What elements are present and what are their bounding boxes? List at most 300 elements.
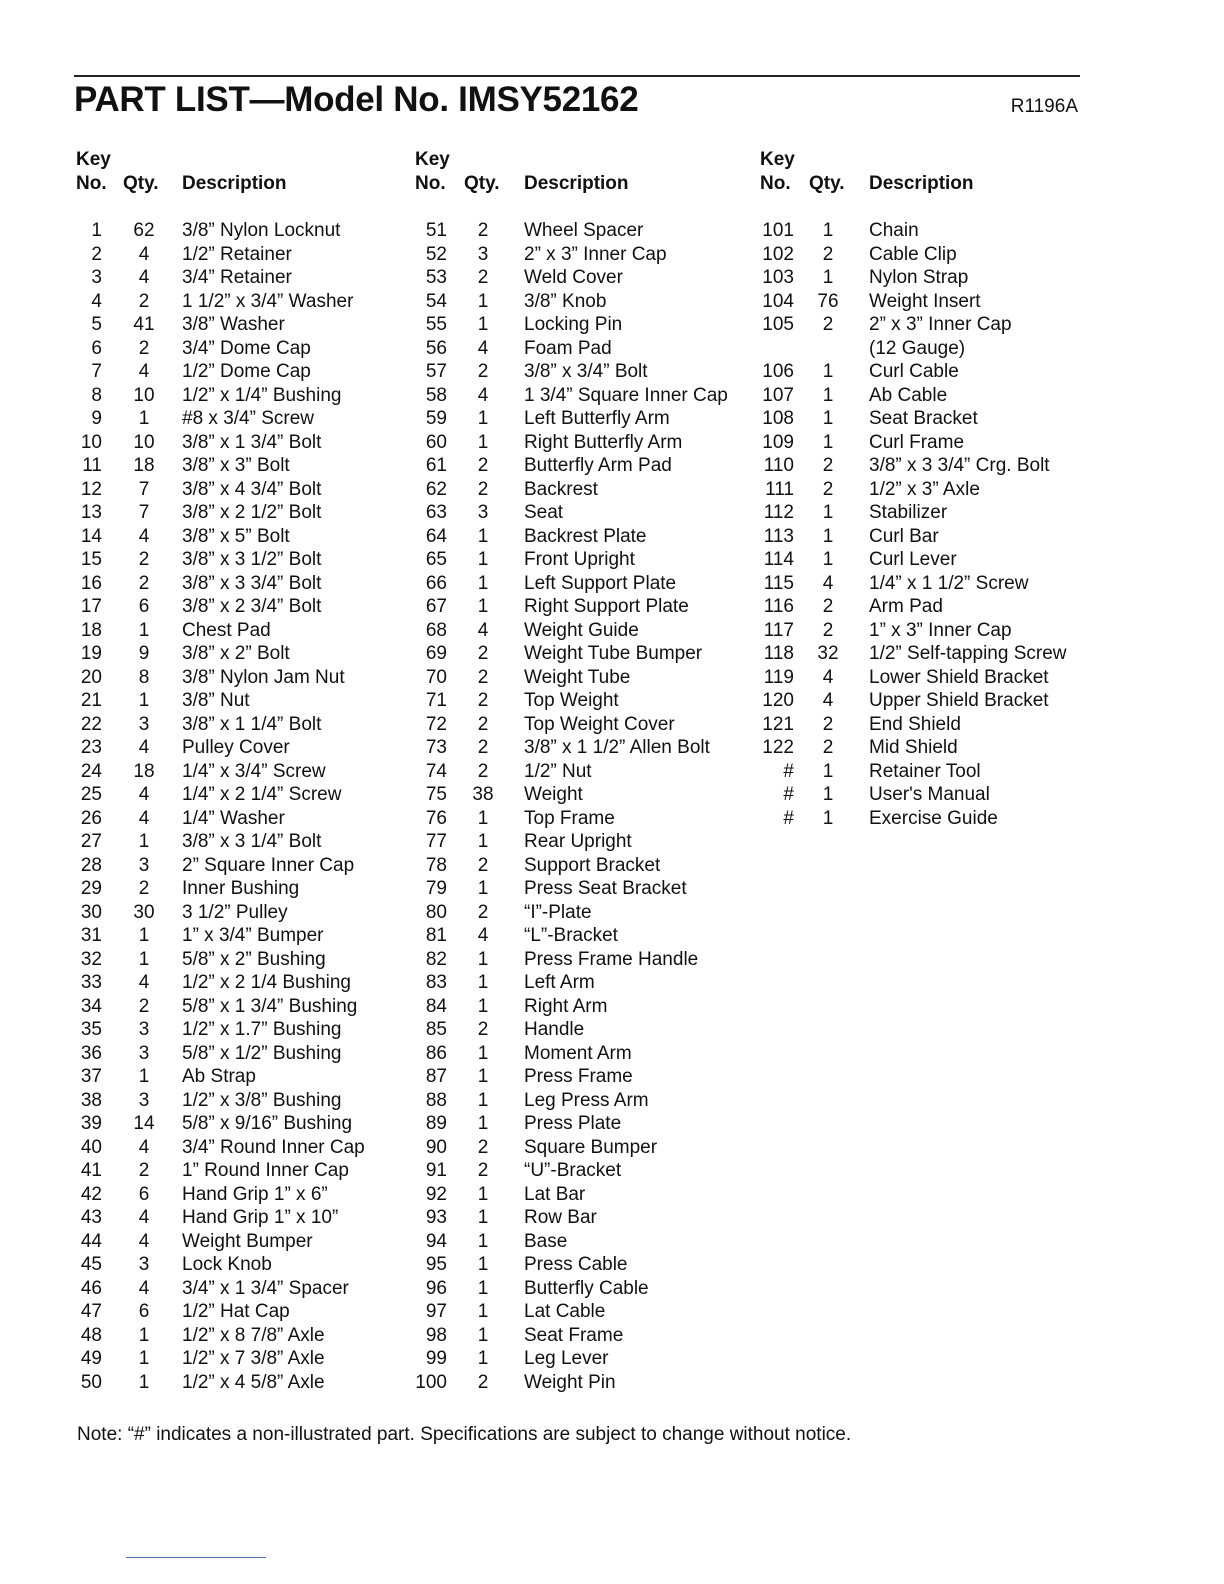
part-key-number: 108 [762,408,794,429]
part-key-number: 49 [80,1348,102,1369]
part-description: 3/8” x 2” Bolt [182,643,290,664]
part-quantity: 3 [138,854,150,876]
part-key-number: 44 [80,1230,102,1252]
part-key-number: 45 [80,1254,102,1275]
part-quantity: 1 [477,1277,489,1299]
part-key-number: 107 [762,384,794,406]
part-description: “U”-Bracket [524,1160,622,1181]
part-key-number: 99 [425,1348,447,1369]
part-description: Square Bumper [524,1136,658,1158]
part-quantity: 1 [477,1230,489,1252]
part-quantity: 1 [477,1324,489,1346]
part-quantity: 4 [138,1277,150,1299]
part-key-number: # [783,784,794,805]
part-key-number: 58 [425,384,447,406]
part-description: Mid Shield [869,737,958,758]
part-key-number: 39 [80,1113,102,1134]
part-quantity: 1 [477,1042,489,1064]
part-quantity: 14 [133,1113,155,1134]
part-key-number: 26 [80,807,102,829]
part-description: Moment Arm [524,1042,632,1064]
part-quantity: 2 [138,995,150,1017]
part-key-number: 52 [425,243,447,265]
part-description: 1/2” Hat Cap [182,1301,290,1322]
part-quantity: 1 [822,384,834,406]
part-description: 1/2” x 8 7/8” Axle [182,1324,325,1346]
part-quantity: 2 [477,666,489,688]
part-key-number: 14 [80,525,102,547]
part-description: Chain [869,220,919,241]
page-title: PART LIST—Model No. IMSY52162 [74,80,639,119]
part-quantity: 1 [477,525,489,547]
part-key-number: 56 [425,337,447,359]
key-header-line1: Key [415,149,450,170]
part-quantity: 3 [138,1042,150,1064]
part-description: 3/8” x 1 1/4” Bolt [182,713,322,735]
part-key-number: 53 [425,267,447,288]
part-key-number: 115 [763,572,794,594]
part-quantity: 2 [477,713,489,735]
part-description: Inner Bushing [182,878,300,899]
key-header-line2: No. [760,173,791,194]
part-description: 3/4” Dome Cap [182,337,311,359]
part-quantity: 1 [822,784,834,805]
qty-header: Qty. [123,173,159,194]
part-quantity: 2 [477,760,489,782]
part-quantity: 1 [477,878,489,899]
part-quantity: 2 [477,1371,489,1393]
part-key-number: 103 [762,267,794,288]
part-key-number: 38 [80,1089,102,1111]
part-quantity: 4 [477,925,489,946]
part-description: 2” Square Inner Cap [182,854,355,876]
part-key-number: 92 [425,1183,447,1205]
part-key-number: 8 [91,384,102,406]
part-quantity: 2 [477,1019,489,1040]
part-key-number: 72 [425,713,447,735]
part-key-number: 100 [415,1371,447,1393]
part-description: 3/4” x 1 3/4” Spacer [182,1277,349,1299]
part-quantity: 1 [477,1183,489,1205]
part-description: Weight Bumper [182,1230,313,1252]
part-key-number: 78 [425,854,447,876]
part-key-number: 105 [762,314,794,335]
part-key-number: 112 [763,502,794,523]
part-quantity: 1 [138,1066,150,1087]
part-key-number: # [783,760,794,782]
part-description: Front Upright [524,549,635,570]
part-description: Weight Guide [524,619,639,641]
key-header-line2: No. [415,173,446,194]
part-key-number: 61 [425,455,447,476]
part-description: 3/8” x 3 1/4” Bolt [182,831,322,852]
part-key-number: 43 [80,1207,102,1228]
part-quantity: 2 [822,713,834,735]
part-description: Foam Pad [524,337,612,359]
part-key-number: 90 [425,1136,447,1158]
key-header-line1: Key [76,149,111,170]
part-description: 3/8” x 4 3/4” Bolt [182,478,322,500]
part-description: 1/2” x 1/4” Bushing [182,384,342,406]
part-quantity: 4 [477,337,489,359]
part-description: Backrest [524,478,598,500]
part-description: “L”-Bracket [524,925,618,946]
part-key-number: 118 [763,643,794,664]
part-quantity: 1 [822,220,834,241]
part-key-number: 31 [80,925,102,946]
part-key-number: 42 [80,1183,102,1205]
part-key-number: 6 [91,337,102,359]
part-description: 2” x 3” Inner Cap [524,243,667,265]
part-description: Curl Frame [869,431,965,453]
part-quantity: 1 [477,1066,489,1087]
part-quantity: 1 [138,948,150,970]
part-key-number: 10 [80,431,102,453]
part-quantity: 4 [477,384,489,406]
part-quantity: 18 [133,760,155,782]
part-quantity: 1 [477,431,489,453]
part-description: Base [524,1230,568,1252]
part-description: Weight Tube [524,666,631,688]
part-key-number: 59 [425,408,447,429]
part-description: 3/8” x 3 3/4” Crg. Bolt [869,455,1050,476]
part-description: Locking Pin [524,314,623,335]
part-quantity: 1 [822,525,834,547]
part-key-number: 62 [425,478,447,500]
part-quantity: 1 [822,408,834,429]
part-quantity: 4 [138,1230,150,1252]
part-description: 3/8” Knob [524,290,607,312]
part-description: 5/8” x 9/16” Bushing [182,1113,353,1134]
description-header: Description [869,173,974,194]
part-quantity: 1 [138,619,150,641]
part-quantity: 1 [138,831,150,852]
part-description: Weight Insert [869,290,981,312]
part-description: Hand Grip 1” x 6” [182,1183,328,1205]
part-quantity: 1 [822,267,834,288]
part-quantity: 4 [822,690,834,711]
part-quantity: 2 [822,596,834,617]
part-description: Row Bar [524,1207,597,1228]
part-description: Backrest Plate [524,525,647,547]
part-key-number: 12 [80,478,102,500]
part-key-number: 81 [425,925,447,946]
top-rule [74,75,1080,77]
part-key-number: 114 [763,549,794,570]
part-quantity: 3 [138,1019,150,1040]
part-description: Arm Pad [869,596,943,617]
part-quantity: 7 [138,478,150,500]
part-description: 1” Round Inner Cap [182,1160,349,1181]
part-description: 1/2” x 7 3/8” Axle [182,1348,325,1369]
part-description: Press Plate [524,1113,622,1134]
part-key-number: 15 [80,549,102,570]
part-description: Right Butterfly Arm [524,431,683,453]
part-quantity: 4 [138,972,150,993]
part-description: Curl Cable [869,361,959,382]
part-key-number: 121 [762,713,794,735]
part-quantity: 3 [138,1254,150,1275]
part-quantity: 3 [138,713,150,735]
part-key-number: 40 [80,1136,102,1158]
part-description: 3/8” x 3” Bolt [182,455,290,476]
part-description: Press Cable [524,1254,628,1275]
part-quantity: 2 [138,549,150,570]
part-description: 1/2” x 4 5/8” Axle [182,1371,325,1393]
part-key-number: 30 [80,901,102,923]
part-key-number: 111 [765,478,794,500]
part-quantity: 2 [138,878,150,899]
part-description: “I”-Plate [524,901,592,923]
part-description: 3/8” Washer [182,314,285,335]
part-description: 1/2” x 1.7” Bushing [182,1019,342,1040]
part-quantity: 4 [822,666,834,688]
part-description: 3/8” x 2 3/4” Bolt [182,596,322,617]
part-key-number: 63 [425,502,447,523]
part-description: 1/2” x 3/8” Bushing [182,1089,342,1111]
part-description: Ab Strap [182,1066,256,1087]
part-key-number: 120 [762,690,794,711]
part-quantity: 1 [477,1301,489,1322]
part-description: Chest Pad [182,619,271,641]
part-description: 1” x 3” Inner Cap [869,619,1012,641]
part-quantity: 1 [477,972,489,993]
footer-rule [126,1557,266,1558]
part-quantity: 2 [477,267,489,288]
part-description: Lat Cable [524,1301,606,1322]
part-description: Right Arm [524,995,608,1017]
part-key-number: 1 [91,220,102,241]
part-description: 3 1/2” Pulley [182,901,288,923]
part-description: Seat Frame [524,1324,624,1346]
part-key-number: 35 [80,1019,102,1040]
part-description: 3/8” x 3 1/2” Bolt [182,549,322,570]
part-quantity: 4 [138,361,150,382]
part-key-number: 110 [763,455,794,476]
part-quantity: 32 [817,643,839,664]
part-key-number: 96 [425,1277,447,1299]
part-description: 1/4” x 1 1/2” Screw [869,572,1029,594]
part-quantity: 2 [138,572,150,594]
part-description: 1/4” x 2 1/4” Screw [182,784,342,805]
part-quantity: 1 [477,572,489,594]
part-quantity: 1 [138,1348,150,1369]
part-description: 3/8” x 5” Bolt [182,525,290,547]
part-quantity: 2 [822,737,834,758]
document-code: R1196A [1010,96,1078,117]
part-description: Support Bracket [524,854,661,876]
part-quantity: 1 [822,760,834,782]
part-key-number: 17 [80,596,102,617]
part-quantity: 41 [133,314,155,335]
part-quantity: 1 [822,502,834,523]
part-key-number: 117 [763,619,794,641]
part-description: 5/8” x 1 3/4” Bushing [182,995,358,1017]
part-description: Handle [524,1019,585,1040]
part-key-number: 93 [425,1207,447,1228]
part-quantity: 2 [477,901,489,923]
part-key-number: 9 [91,408,102,429]
part-key-number: 24 [80,760,102,782]
part-quantity: 1 [138,1324,150,1346]
part-key-number: 57 [425,361,447,382]
part-quantity: 9 [138,643,150,664]
part-key-number: 65 [425,549,447,570]
part-key-number: 68 [425,619,447,641]
qty-header: Qty. [464,173,500,194]
part-description: Top Weight Cover [524,713,675,735]
part-description: Top Weight [524,690,619,711]
part-key-number: 94 [425,1230,447,1252]
part-key-number: 109 [762,431,794,453]
part-description: Top Frame [524,807,615,829]
part-description: Right Support Plate [524,596,689,617]
part-description: 5/8” x 2” Bushing [182,948,326,970]
part-key-number: 41 [80,1160,102,1181]
part-key-number: 29 [80,878,102,899]
part-description: 1/2” Nut [524,760,592,782]
part-quantity: 4 [477,619,489,641]
part-quantity: 1 [477,596,489,617]
part-description: 3/8” Nut [182,690,250,711]
part-quantity: 4 [138,267,150,288]
part-description: Press Seat Bracket [524,878,687,899]
part-key-number: 5 [91,314,102,335]
part-description: 5/8” x 1/2” Bushing [182,1042,342,1064]
part-description: Seat [524,502,564,523]
part-description: 3/8” Nylon Jam Nut [182,666,345,688]
description-header: Description [524,173,629,194]
part-key-number: 101 [762,220,794,241]
part-description: Exercise Guide [869,807,998,829]
part-quantity: 2 [477,643,489,664]
part-key-number: 67 [425,596,447,617]
part-key-number: 77 [425,831,447,852]
part-key-number: 4 [91,290,102,312]
part-description: Ab Cable [869,384,948,406]
part-description: Weld Cover [524,267,623,288]
part-quantity: 2 [477,361,489,382]
part-description: User's Manual [869,784,990,805]
part-quantity: 3 [477,243,489,265]
part-quantity: 1 [477,1089,489,1111]
part-description: Pulley Cover [182,737,290,758]
part-description: Cable Clip [869,243,957,265]
part-quantity: 2 [138,337,150,359]
part-key-number: 113 [763,525,794,547]
part-quantity: 2 [477,220,489,241]
part-key-number: 122 [762,737,794,758]
part-quantity: 1 [477,408,489,429]
part-key-number: 47 [80,1301,102,1322]
description-header: Description [182,173,287,194]
footnote: Note: “#” indicates a non-illustrated part. Specifications are subject to change without notice. [77,1424,852,1445]
part-description: 3/8” x 1 3/4” Bolt [182,431,322,453]
part-quantity: 1 [138,925,150,946]
part-quantity: 38 [472,784,494,805]
part-key-number: 19 [80,643,102,664]
part-key-number: 69 [425,643,447,664]
part-description: 1” x 3/4” Bumper [182,925,324,946]
part-key-number: 20 [80,666,102,688]
part-quantity: 7 [138,502,150,523]
part-key-number: 3 [91,267,102,288]
part-quantity: 2 [477,455,489,476]
part-key-number: 33 [80,972,102,993]
part-description: Weight Tube Bumper [524,643,703,664]
part-key-number: 89 [425,1113,447,1134]
part-description: 1/2” x 3” Axle [869,478,980,500]
part-key-number: 85 [425,1019,447,1040]
part-quantity: 2 [822,243,834,265]
part-description: (12 Gauge) [869,337,966,359]
part-quantity: 18 [133,455,155,476]
part-key-number: 106 [762,361,794,382]
part-quantity: 1 [822,431,834,453]
part-quantity: 1 [477,995,489,1017]
qty-header: Qty. [809,173,845,194]
part-quantity: 6 [138,596,150,617]
part-quantity: 1 [477,807,489,829]
part-quantity: 2 [822,619,834,641]
part-quantity: 1 [477,1254,489,1275]
part-description: Press Frame [524,1066,633,1087]
part-description: 3/8” x 1 1/2” Allen Bolt [524,737,710,758]
part-quantity: 1 [822,807,834,829]
part-key-number: 2 [91,243,102,265]
part-key-number: 46 [80,1277,102,1299]
part-description: Left Arm [524,972,595,993]
part-key-number: 28 [80,854,102,876]
part-quantity: 4 [138,243,150,265]
part-quantity: 10 [133,431,155,453]
part-key-number: 32 [80,948,102,970]
part-description: Wheel Spacer [524,220,644,241]
part-quantity: 62 [133,220,155,241]
key-header-line2: No. [76,173,107,194]
part-key-number: 87 [425,1066,447,1087]
part-key-number: 88 [425,1089,447,1111]
part-description: #8 x 3/4” Screw [182,408,314,429]
part-description: 3/4” Retainer [182,267,292,288]
part-key-number: 91 [425,1160,447,1181]
part-key-number: 50 [80,1371,102,1393]
part-quantity: 4 [138,737,150,758]
part-key-number: 86 [425,1042,447,1064]
part-description: Nylon Strap [869,267,969,288]
part-quantity: 2 [138,290,150,312]
part-key-number: 102 [762,243,794,265]
part-quantity: 1 [822,549,834,570]
part-description: 3/8” Nylon Locknut [182,220,341,241]
part-key-number: 119 [763,666,794,688]
part-description: Butterfly Arm Pad [524,455,672,476]
part-key-number: 13 [80,502,102,523]
part-description: 3/4” Round Inner Cap [182,1136,365,1158]
part-description: 1 1/2” x 3/4” Washer [182,290,354,312]
part-key-number: 37 [80,1066,102,1087]
part-quantity: 2 [477,478,489,500]
part-key-number: 21 [80,690,102,711]
part-description: Hand Grip 1” x 10” [182,1207,339,1228]
part-key-number: 71 [425,690,447,711]
part-key-number: 18 [80,619,102,641]
part-key-number: 66 [425,572,447,594]
part-quantity: 3 [477,502,489,523]
part-key-number: 27 [80,831,102,852]
part-quantity: 4 [822,572,834,594]
key-header-line1: Key [760,149,795,170]
